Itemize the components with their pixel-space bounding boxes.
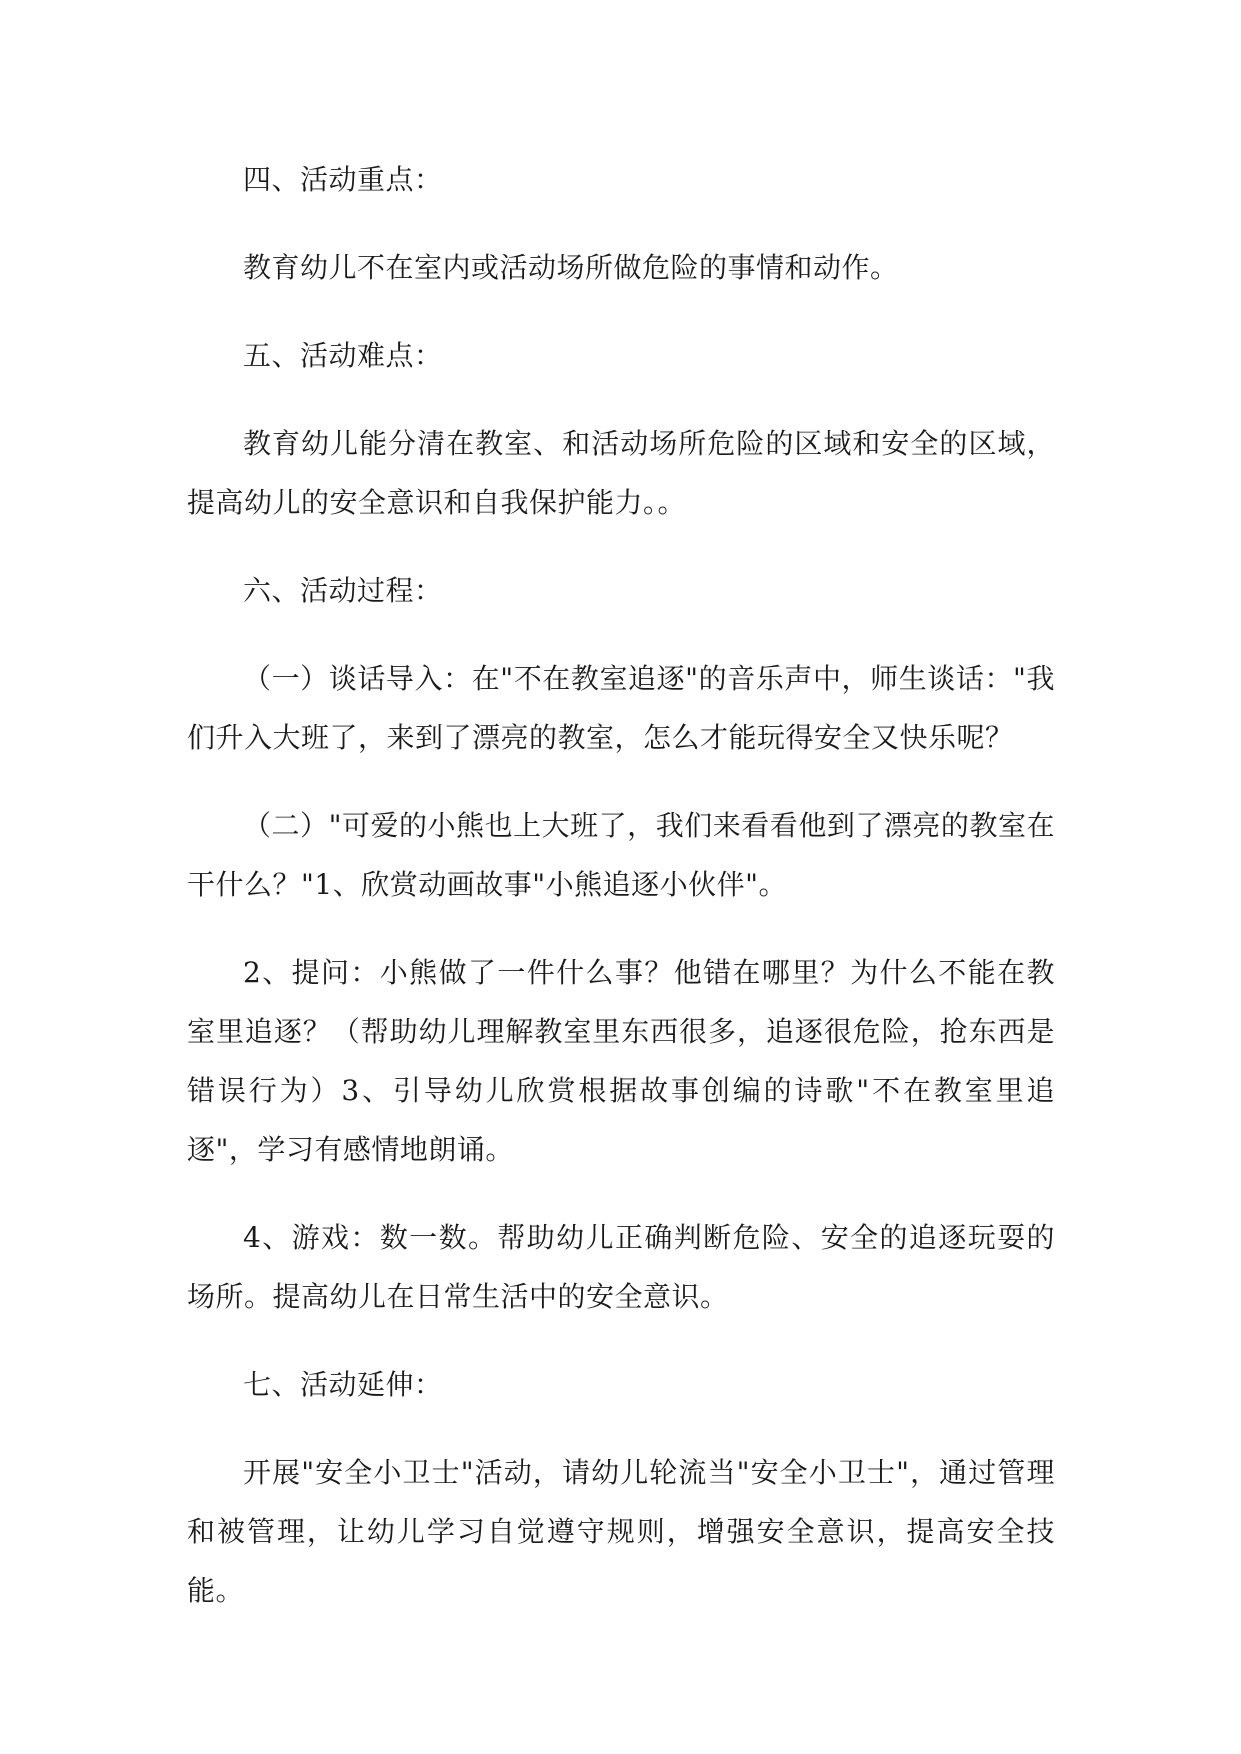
section-heading-process: 六、活动过程： <box>243 574 443 607</box>
paragraph-process-intro: （一）谈话导入：在"不在教室追逐"的音乐声中，师生谈话："我们升入大班了，来到了漂亮的教室，怎么才能玩得安全又快乐呢？ <box>187 662 1055 754</box>
section-heading-difficulty: 五、活动难点： <box>243 339 443 372</box>
section-heading-extension: 七、活动延伸： <box>243 1368 443 1401</box>
paragraph-process-story: （二）"可爱的小熊也上大班了，我们来看看他到了漂亮的教室在干什么？"1、欣赏动画故事"小熊追逐小伙伴"。 <box>187 809 1055 901</box>
paragraph-process-game: 4、游戏：数一数。帮助幼儿正确判断危险、安全的追逐玩耍的场所。提高幼儿在日常生活中的安全意识。 <box>187 1221 1055 1313</box>
paragraph-focus: 教育幼儿不在室内或活动场所做危险的事情和动作。 <box>243 251 899 284</box>
section-heading-focus: 四、活动重点： <box>243 163 443 196</box>
paragraph-process-questions: 2、提问：小熊做了一件什么事？他错在哪里？为什么不能在教室里追逐？（帮助幼儿理解教室里东西很多，追逐很危险，抢东西是错误行为）3、引导幼儿欣赏根据故事创编的诗歌"不在教室里追逐"，学习有感情地朗诵。 <box>187 956 1055 1166</box>
paragraph-extension: 开展"安全小卫士"活动，请幼儿轮流当"安全小卫士"，通过管理和被管理，让幼儿学习自觉遵守规则，增强安全意识，提高安全技能。 <box>187 1456 1055 1607</box>
document-body <box>187 150 1055 1649</box>
paragraph-difficulty: 教育幼儿能分清在教室、和活动场所危险的区域和安全的区域，提高幼儿的安全意识和自我保护能力。。 <box>187 427 1055 519</box>
